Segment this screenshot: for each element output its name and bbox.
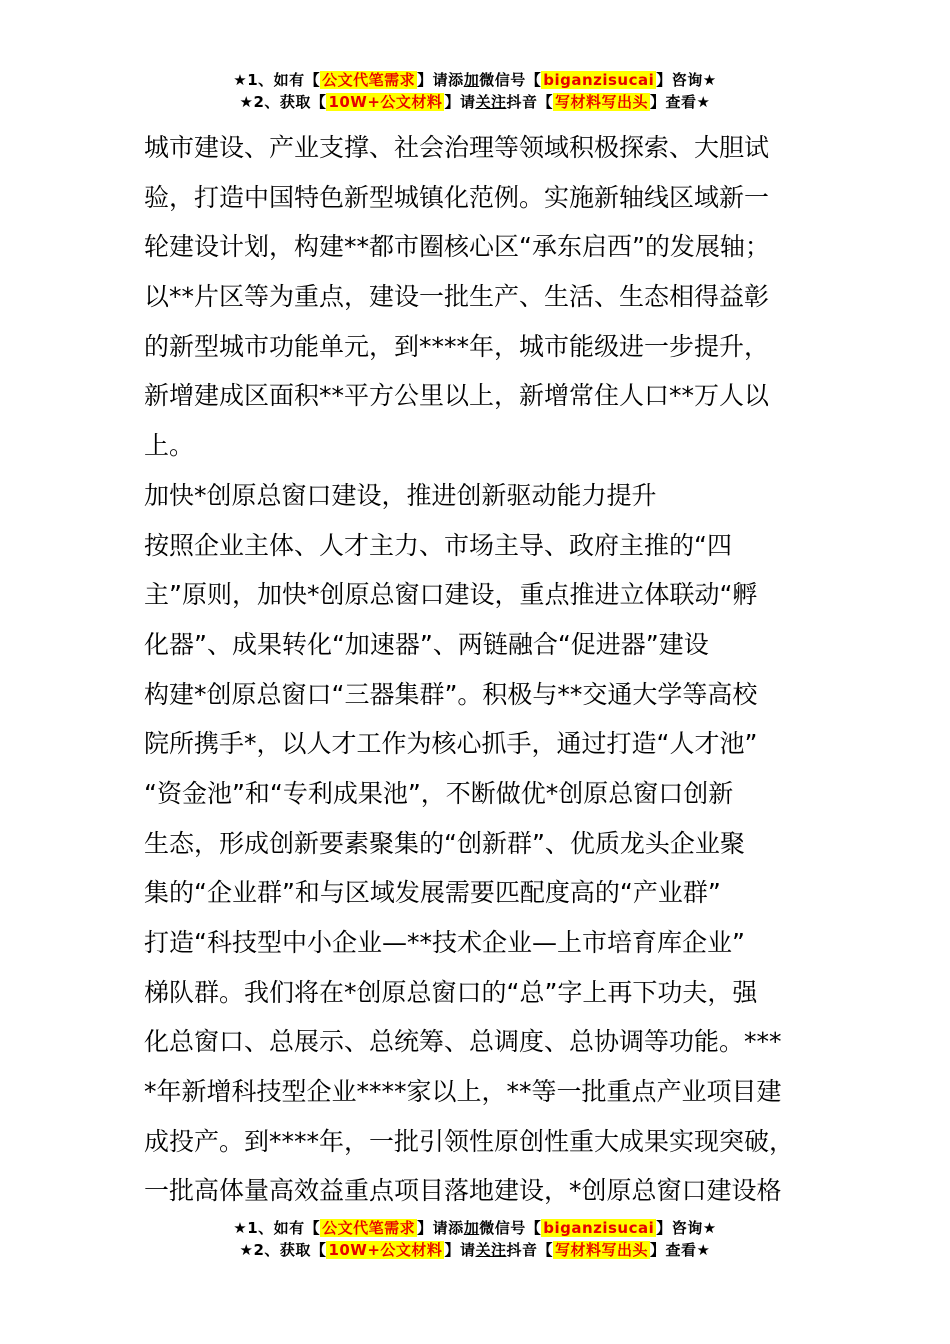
body-line: 按照企业主体、人才主力、市场主导、政府主推的“四: [144, 530, 732, 560]
body-line: 打造“科技型中小企业—**技术企业—上市培育库企业”: [144, 928, 745, 957]
body-line: 一批高体量高效益重点项目落地建设，*创原总窗口建设格: [144, 1176, 782, 1206]
banner-text-underlined: 加: [463, 1219, 480, 1237]
header-banner: [0, 69, 950, 113]
body-line: 梯队群。我们将在*创原总窗口的“总”字上再下功夫，强: [144, 977, 758, 1007]
banner-text: 】咨询★: [656, 71, 717, 89]
highlight-materials: 10W+公文材料: [328, 93, 443, 111]
banner-text: ★1、如有【: [233, 1219, 321, 1237]
body-line: 城市建设、产业支撑、社会治理等领域积极探索、大胆试: [144, 133, 770, 162]
body-line: 轮建设计划，构建**都市圈核心区“承东启西”的发展轴；: [144, 232, 770, 262]
body-line: 的新型城市功能单元，到****年，城市能级进一步提升，: [144, 331, 770, 361]
body-line: 集的“企业群”和与区域发展需要匹配度高的“产业群”: [144, 878, 721, 908]
body-line: 新增建成区面积**平方公里以上，新增常住人口**万人以: [144, 381, 770, 411]
banner-line-2: [0, 91, 950, 113]
body-line: 化总窗口、总展示、总统筹、总调度、总协调等功能。***: [144, 1027, 782, 1057]
banner-text: ★2、获取【: [239, 1241, 327, 1259]
banner-text-underlined: 关注: [475, 93, 507, 111]
banner-text: 】查看★: [650, 1241, 711, 1259]
highlight-wechat-id: biganzisucai: [543, 71, 655, 89]
banner-text: 】请: [444, 93, 476, 111]
banner-text: 微信号【: [479, 71, 542, 89]
body-line: 以**片区等为重点，建设一批生产、生活、生态相得益彰: [144, 282, 770, 312]
banner-text: 】请添: [417, 71, 464, 89]
banner-text: 】请: [444, 1241, 476, 1259]
highlight-wechat-id: biganzisucai: [543, 1219, 655, 1237]
highlight-douyin-account: 写材料写出头: [554, 93, 648, 111]
banner-text: 】咨询★: [656, 1219, 717, 1237]
highlight-service: 公文代笔需求: [322, 71, 416, 89]
body-line: 构建*创原总窗口“三器集群”。积极与**交通大学等高校: [144, 679, 758, 709]
body-line: 院所携手*，以人才工作为核心抓手，通过打造“人才池”: [144, 729, 758, 759]
section-heading: 加快*创原总窗口建设，推进创新驱动能力提升: [144, 480, 657, 510]
body-line: 上。: [144, 431, 195, 461]
banner-text: 微信号【: [479, 1219, 542, 1237]
highlight-douyin-account: 写材料写出头: [554, 1241, 648, 1259]
highlight-service: 公文代笔需求: [322, 1219, 416, 1237]
banner-text: 】请添: [417, 1219, 464, 1237]
document-body: [144, 123, 834, 1216]
body-line: 生态，形成创新要素聚集的“创新群”、优质龙头企业聚: [144, 828, 745, 858]
banner-text: ★2、获取【: [239, 93, 327, 111]
banner-line-1: [0, 69, 950, 91]
body-line: 成投产。到****年，一批引领性原创性重大成果实现突破，: [144, 1126, 795, 1156]
body-line: 主”原则，加快*创原总窗口建设，重点推进立体联动“孵: [144, 580, 758, 610]
banner-text: 】查看★: [650, 93, 711, 111]
body-line: “资金池”和“专利成果池”，不断做优*创原总窗口创新: [144, 778, 734, 808]
footer-banner: [0, 1217, 950, 1261]
banner-text-underlined: 加: [463, 71, 480, 89]
banner-text: 抖音【: [506, 93, 553, 111]
banner-text: ★1、如有【: [233, 71, 321, 89]
body-line: *年新增科技型企业****家以上，**等一批重点产业项目建: [144, 1077, 782, 1107]
body-line: 验，打造中国特色新型城镇化范例。实施新轴线区域新一: [144, 182, 770, 212]
banner-line-2: [0, 1239, 950, 1261]
banner-text-underlined: 关注: [475, 1241, 507, 1259]
highlight-materials: 10W+公文材料: [328, 1241, 443, 1259]
banner-line-1: [0, 1217, 950, 1239]
body-line: 化器”、成果转化“加速器”、两链融合“促进器”建设: [144, 629, 709, 659]
banner-text: 抖音【: [506, 1241, 553, 1259]
